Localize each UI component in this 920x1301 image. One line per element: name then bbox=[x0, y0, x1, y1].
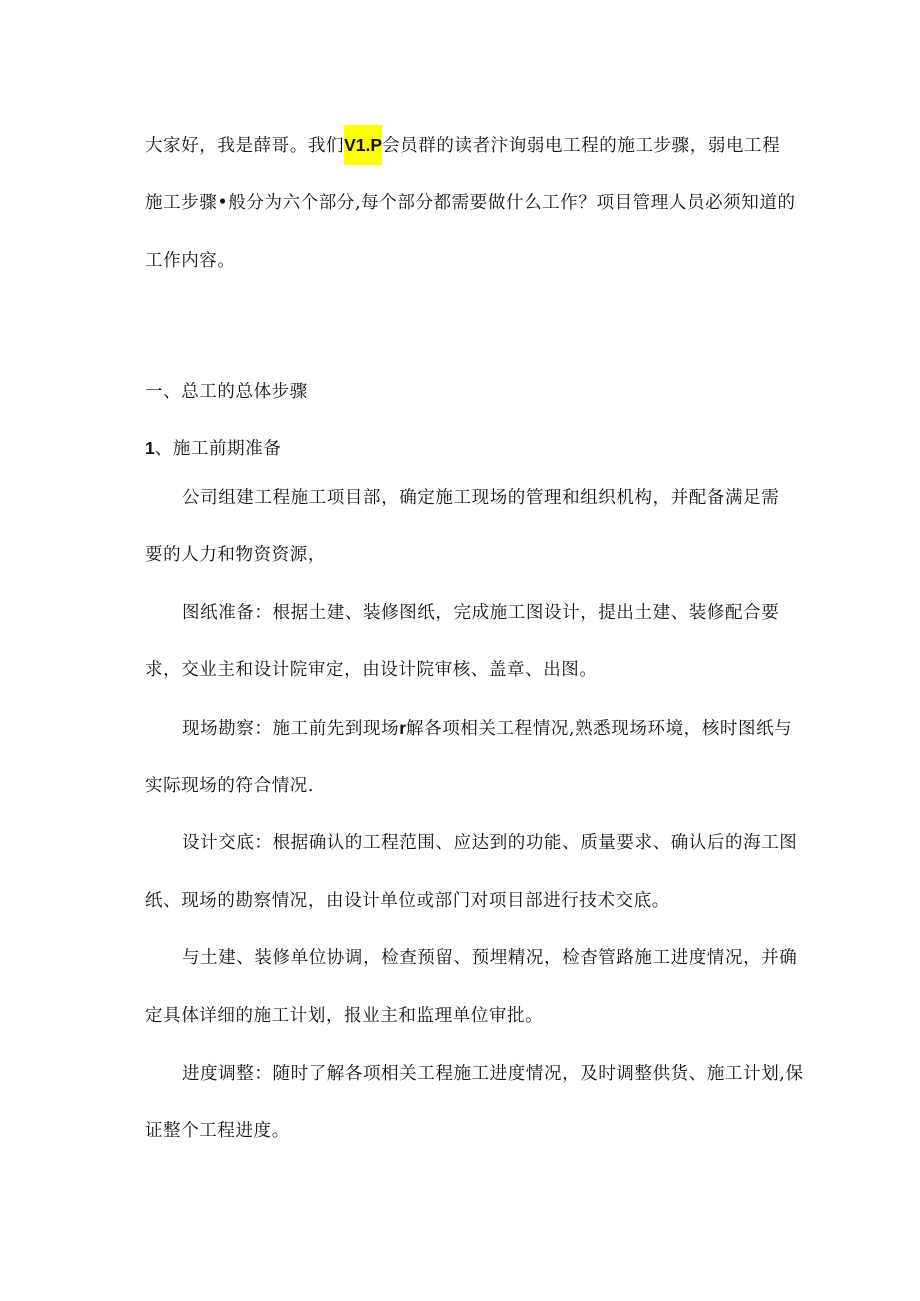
paragraph-3-line-2: 实际现场的符合情况. bbox=[145, 776, 315, 796]
paragraph-3-text-a: 现场勘察：施工前先到现场 bbox=[182, 719, 400, 739]
paragraph-4-line-1: 设计交底：根据确认的工程范围、应达到的功能、质量要求、确认后的海工图 bbox=[182, 833, 798, 853]
highlighted-vip-text: V1.P bbox=[344, 125, 382, 165]
paragraph-3-glyph-r: r bbox=[399, 718, 407, 738]
subsection-heading bbox=[145, 436, 281, 461]
subsection-number: 1 bbox=[145, 438, 155, 458]
paragraph-2-line-2: 求，交业主和设计院审定，由设计院审核、盖章、出图。 bbox=[145, 660, 598, 680]
intro-line-2: 施工步骤•般分为六个部分,每个部分都需要做什么工作？项目管理人员必须知道的 bbox=[145, 193, 796, 213]
paragraph-5-line-1: 与土建、装修单位协调，检查预留、预埋精况，检杳管路施工进度情况，并确 bbox=[182, 948, 798, 968]
intro-line-1 bbox=[145, 133, 780, 158]
paragraph-2-line-1: 图纸准备：根据土建、装修图纸，完成施工图设计，提出土建、装修配合要 bbox=[182, 603, 780, 623]
paragraph-1-line-2: 要的人力和物资资源， bbox=[145, 545, 326, 565]
paragraph-6-line-2: 证整个工程进度。 bbox=[145, 1121, 290, 1141]
subsection-title: 、施工前期准备 bbox=[154, 439, 282, 459]
paragraph-6-line-1: 进度调整：随时了解各项相关工程施工进度情况，及时调整供货、施工计划,保 bbox=[182, 1064, 804, 1084]
intro-text-a: 大家好，我是薛哥。我们 bbox=[145, 136, 345, 156]
paragraph-3-text-b: 解各项相关工程情况,熟悉现场环境，核时图纸与 bbox=[406, 719, 793, 739]
paragraph-3-line-1 bbox=[182, 716, 792, 741]
section-heading: 一、总工的总体步骤 bbox=[145, 382, 308, 402]
intro-line-3: 工作内容。 bbox=[145, 251, 236, 271]
intro-text-b: 会员群的读者汴询弱电工程的施工步骤，弱电工程 bbox=[382, 136, 781, 156]
paragraph-1-line-1: 公司组建工程施工项目部，确定施工现场的管理和组织机构，并配备满足需 bbox=[182, 488, 780, 508]
paragraph-5-line-2: 定具体详细的施工计划，报业主和监理单位审批。 bbox=[145, 1006, 544, 1026]
paragraph-4-line-2: 纸、现场的勘察情况，由设计单位或部门对项目部进行技术交底。 bbox=[145, 891, 670, 911]
